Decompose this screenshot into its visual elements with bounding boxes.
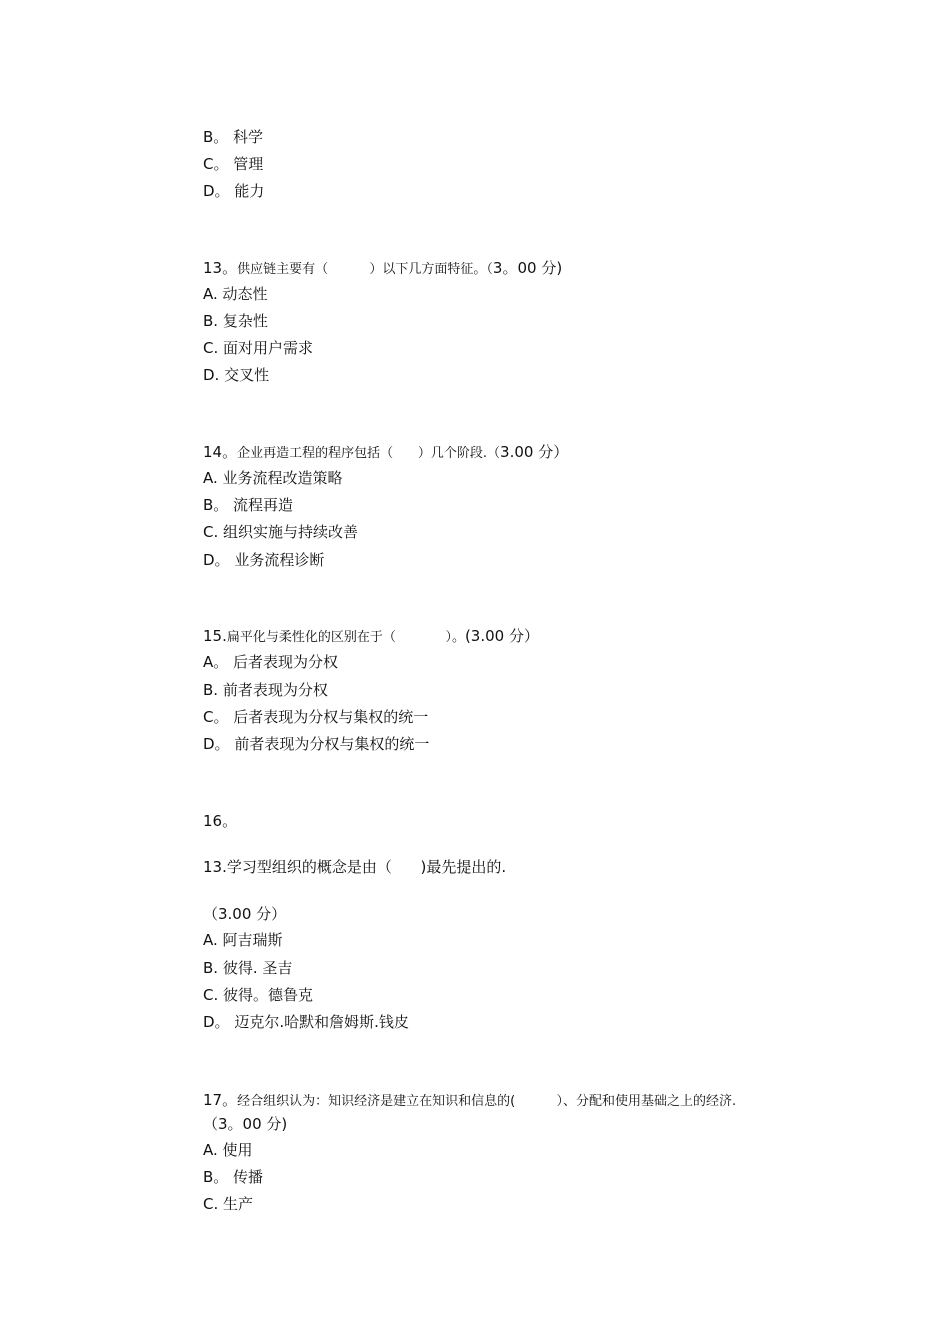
question-score: （3.00 分） xyxy=(203,905,287,923)
option-d: D。 业务流程诊断 xyxy=(203,551,325,569)
question-number: 13。 xyxy=(203,259,238,277)
option-c: C。 管理 xyxy=(203,155,264,173)
option-d: D。 迈克尔.哈默和詹姆斯.钱皮 xyxy=(203,1013,409,1031)
question-score: (3.00 分） xyxy=(464,627,539,645)
question-text: 供应链主要有（ ）以下几方面特征。（ xyxy=(237,262,493,277)
question-text: 经合组织认为：知识经济是建立在知识和信息的( ）、分配和使用基础之上的经济. xyxy=(237,1094,737,1109)
option-b: B. 彼得. 圣吉 xyxy=(203,959,293,977)
option-b: B。 科学 xyxy=(203,128,264,146)
option-c: C。 后者表现为分权与集权的统一 xyxy=(203,708,429,726)
question-number: 17。 xyxy=(203,1091,238,1109)
option-c: C. 彼得。德鲁克 xyxy=(203,986,314,1004)
option-c: C. 生产 xyxy=(203,1195,254,1213)
question-15-stem xyxy=(203,626,539,648)
question-text: 企业再造工程的程序包括（ ）几个阶段.（ xyxy=(237,446,501,461)
question-score: （3。00 分) xyxy=(203,1115,288,1133)
question-text: 扁平化与柔性化的区别在于（ ）。 xyxy=(226,630,465,645)
question-13-stem xyxy=(203,258,562,280)
option-a: A. 业务流程改造策略 xyxy=(203,469,343,487)
question-number: 15. xyxy=(203,627,227,645)
option-b: B。 流程再造 xyxy=(203,496,294,514)
option-a: A. 动态性 xyxy=(203,285,268,303)
question-16-stem: 13.学习型组织的概念是由（ )最先提出的. xyxy=(203,858,507,876)
option-b: B. 前者表现为分权 xyxy=(203,681,328,699)
option-a: A. 使用 xyxy=(203,1141,253,1159)
question-14-stem xyxy=(203,442,568,464)
question-16-number: 16。 xyxy=(203,812,238,830)
question-score: 3。00 分) xyxy=(492,259,563,277)
option-b: B。 传播 xyxy=(203,1168,264,1186)
option-a: A. 阿吉瑞斯 xyxy=(203,931,283,949)
question-score: 3.00 分） xyxy=(500,443,569,461)
option-d: D。 前者表现为分权与集权的统一 xyxy=(203,735,430,753)
option-d: D。 能力 xyxy=(203,182,265,200)
question-17-stem xyxy=(203,1090,736,1112)
option-b: B. 复杂性 xyxy=(203,312,268,330)
option-d: D. 交叉性 xyxy=(203,366,270,384)
question-number: 14。 xyxy=(203,443,238,461)
option-c: C. 面对用户需求 xyxy=(203,339,314,357)
option-a: A。 后者表现为分权 xyxy=(203,653,339,671)
option-c: C. 组织实施与持续改善 xyxy=(203,523,359,541)
